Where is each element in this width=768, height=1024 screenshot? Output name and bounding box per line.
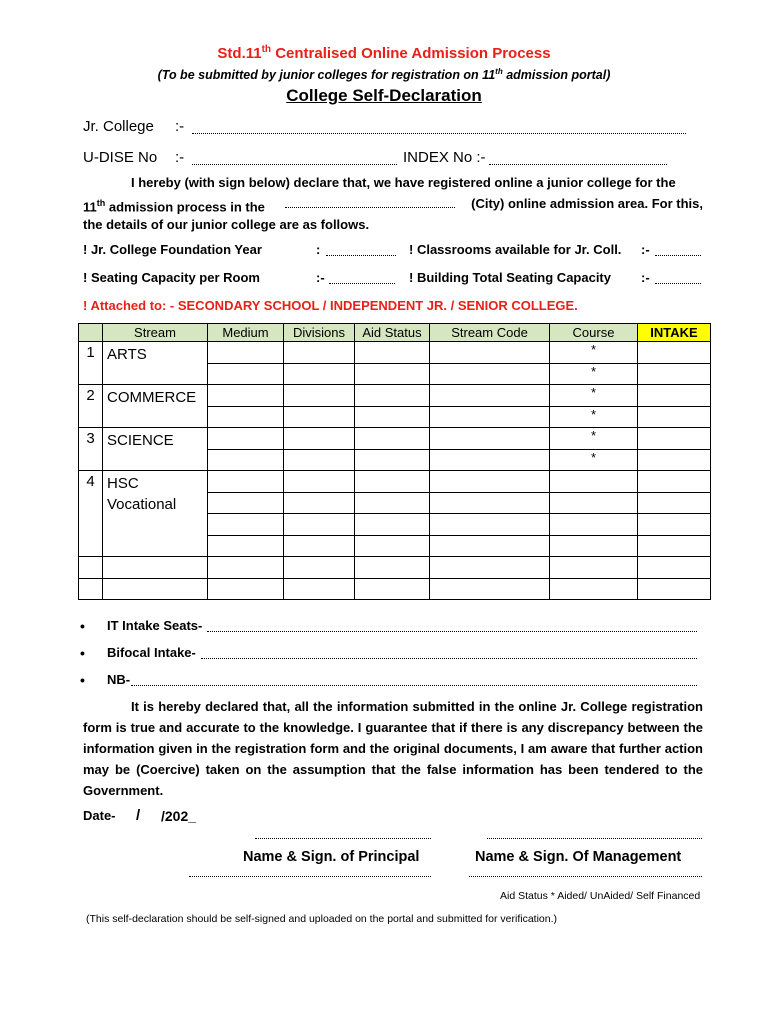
header-stream: Stream: [103, 324, 208, 342]
header-course: Course: [550, 324, 638, 342]
stream-number: 2: [79, 385, 103, 428]
table-row: [79, 557, 711, 579]
attached-to: ! Attached to: - SECONDARY SCHOOL / INDEPENDENT JR. / SENIOR COLLEGE.: [83, 298, 578, 313]
stream-number: 3: [79, 428, 103, 471]
closing-declaration: It is hereby declared that, all the information submitted in the online Jr. College registration form is true and accurate to the knowledge. I guarantee that if there is any discrepancy between the information given in the registration form and the original documents, I am aware that further action may be (Coercive) taken on the assumption that the false information has been tendered to the Government.: [83, 699, 703, 798]
footer-note: (This self-declaration should be self-signed and uploaded on the portal and submitted for verification.): [86, 913, 558, 925]
principal-signature-label: Name & Sign. of Principal: [243, 849, 420, 865]
stream-number: 4: [79, 471, 103, 557]
udise-field: U-DISE No :- INDEX No :-: [83, 149, 703, 166]
stream-name: COMMERCE: [103, 385, 208, 428]
form-subtitle: (To be submitted by junior colleges for registration on 11th admission portal): [157, 67, 611, 83]
document-title: College Self-Declaration: [286, 86, 482, 105]
stream-name: HSC Vocational: [103, 471, 208, 557]
course-mark: *: [550, 385, 638, 407]
table-row: [79, 385, 711, 407]
course-mark: *: [550, 363, 638, 385]
course-mark: *: [550, 428, 638, 450]
table-row: [79, 471, 711, 493]
header-aid-status: Aid Status: [355, 324, 430, 342]
table-row: [79, 342, 711, 364]
header-divisions: Divisions: [284, 324, 355, 342]
index-no-label: INDEX No :-: [403, 149, 486, 166]
declaration-paragraph: I hereby (with sign below) declare that, we have registered online a junior college for the 11th admission process in the (City) online admission area. For this, the details of our junior college are as follows.: [83, 175, 703, 232]
table-row: [79, 428, 711, 450]
aid-status-note: Aid Status * Aided/ UnAided/ Self Financed: [500, 890, 701, 902]
course-mark: *: [550, 342, 638, 364]
stream-number: 1: [79, 342, 103, 385]
header-medium: Medium: [208, 324, 284, 342]
college-info: ! Jr. College Foundation Year : ! Classrooms available for Jr. Coll. :- ! Seating Capacity per Room :- ! Building Total Seating Capacity :-: [83, 242, 703, 282]
date-field: Date- / /202_: [83, 807, 197, 824]
header-stream-code: Stream Code: [430, 324, 550, 342]
stream-table: [78, 323, 711, 600]
stream-name: SCIENCE: [103, 428, 208, 471]
stream-name: ARTS: [103, 342, 208, 385]
header-intake: INTAKE: [638, 324, 711, 342]
jr-college-field: Jr. College :-: [83, 118, 703, 135]
form-title: Std.11th Centralised Online Admission Process: [217, 44, 551, 62]
management-signature-label: Name & Sign. Of Management: [475, 849, 682, 865]
course-mark: *: [550, 406, 638, 428]
table-row: [79, 578, 711, 600]
table-header-row: [79, 324, 711, 342]
course-mark: *: [550, 449, 638, 471]
